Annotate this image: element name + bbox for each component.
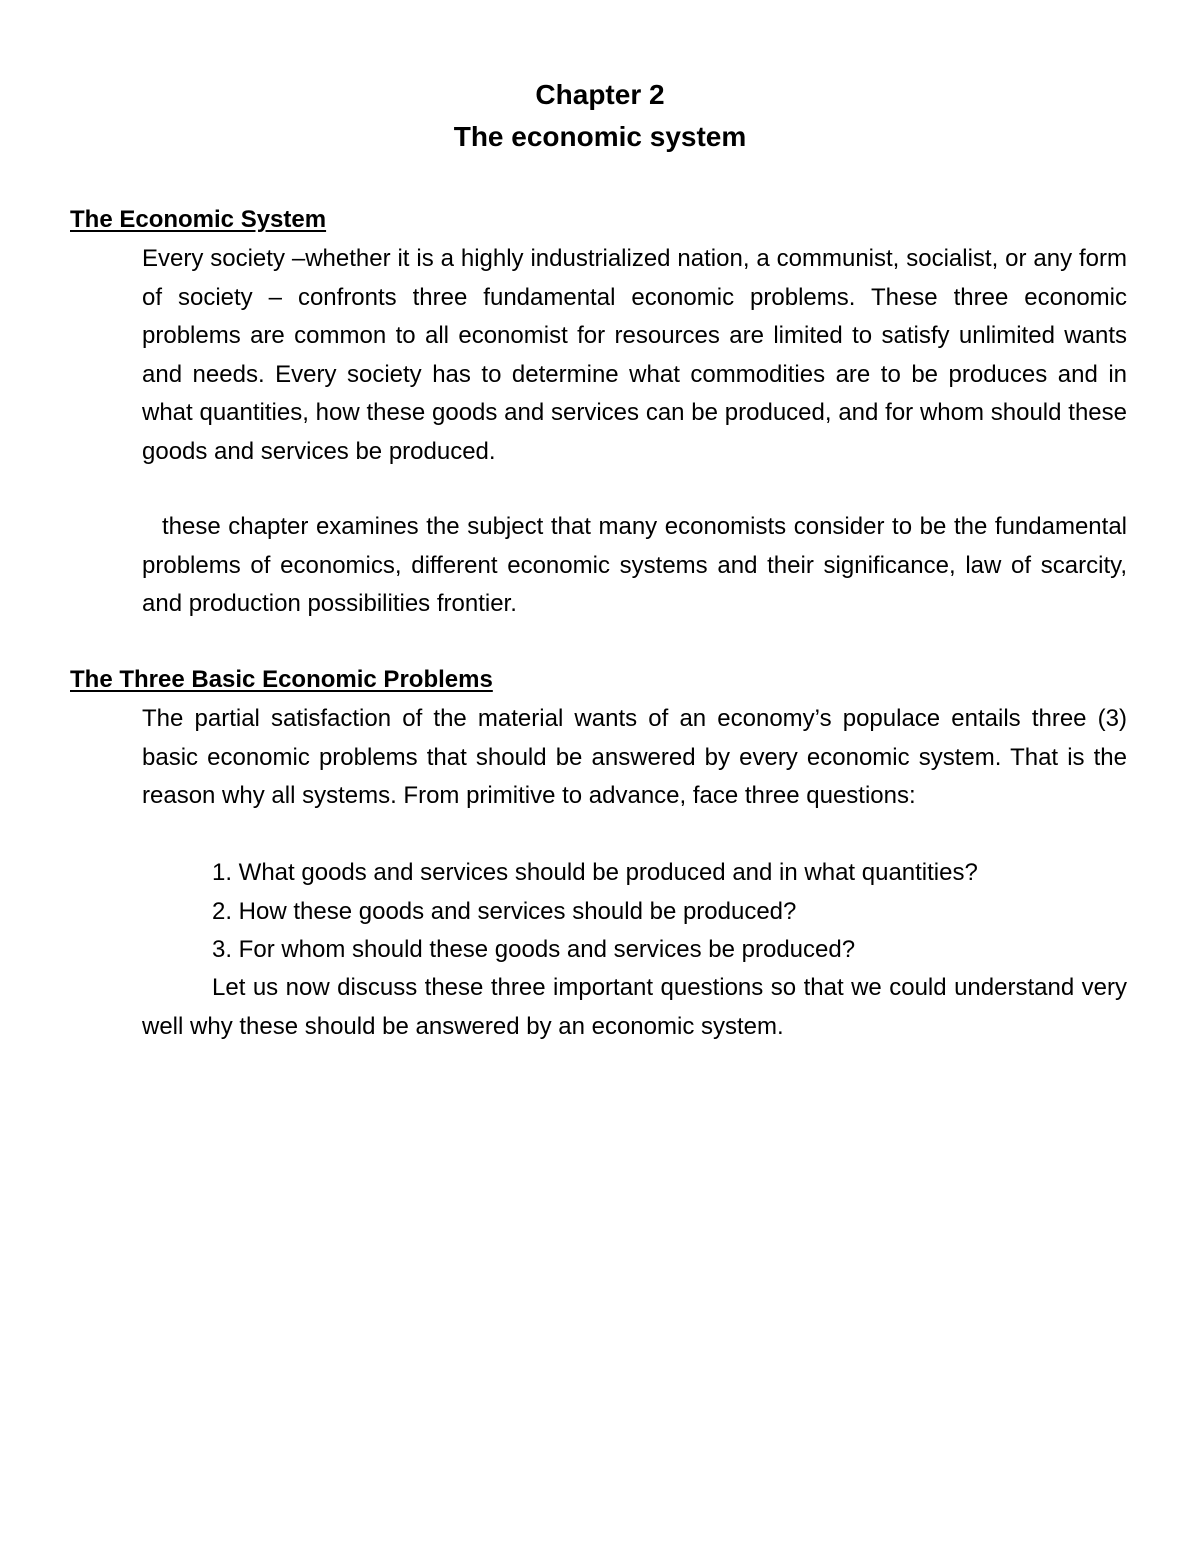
paragraph-closing: Let us now discuss these three important questions so that we could understand very well why these should be answered by an economic system.	[142, 974, 1127, 1040]
section-heading-economic-system: The Economic System	[70, 206, 327, 233]
question-item-2: 2. How these goods and services should be produced?	[212, 898, 797, 925]
paragraph-economic-system: Every society –whether it is a highly industrialized nation, a communist, socialist, or any form of society – confronts three fundamental economic problems. These three economic problems are common to all economist for resources are limited to satisfy unlimited wants and needs. Every society has to determine what commodities are to be produces and in what quantities, how these goods and services can be produced, and for whom should these goods and services be produced.	[142, 245, 1127, 465]
question-item-3: 3. For whom should these goods and services be produced?	[212, 936, 856, 963]
question-item-1: 1. What goods and services should be produced and in what quantities?	[212, 859, 978, 886]
chapter-title: The economic system	[453, 121, 747, 152]
paragraph-chapter-scope: these chapter examines the subject that many economists consider to be the fundamental problems of economics, different economic systems and their significance, law of scarcity, and production possibilities frontier.	[142, 513, 1127, 618]
chapter-number: Chapter 2	[535, 79, 665, 110]
section-heading-three-problems: The Three Basic Economic Problems	[70, 666, 493, 693]
paragraph-three-problems-intro: The partial satisfaction of the material wants of an economy’s populace entails three (3) basic economic problems that should be answered by every economic system. That is the reason why all systems. From primitive to advance, face three questions:	[142, 705, 1127, 810]
